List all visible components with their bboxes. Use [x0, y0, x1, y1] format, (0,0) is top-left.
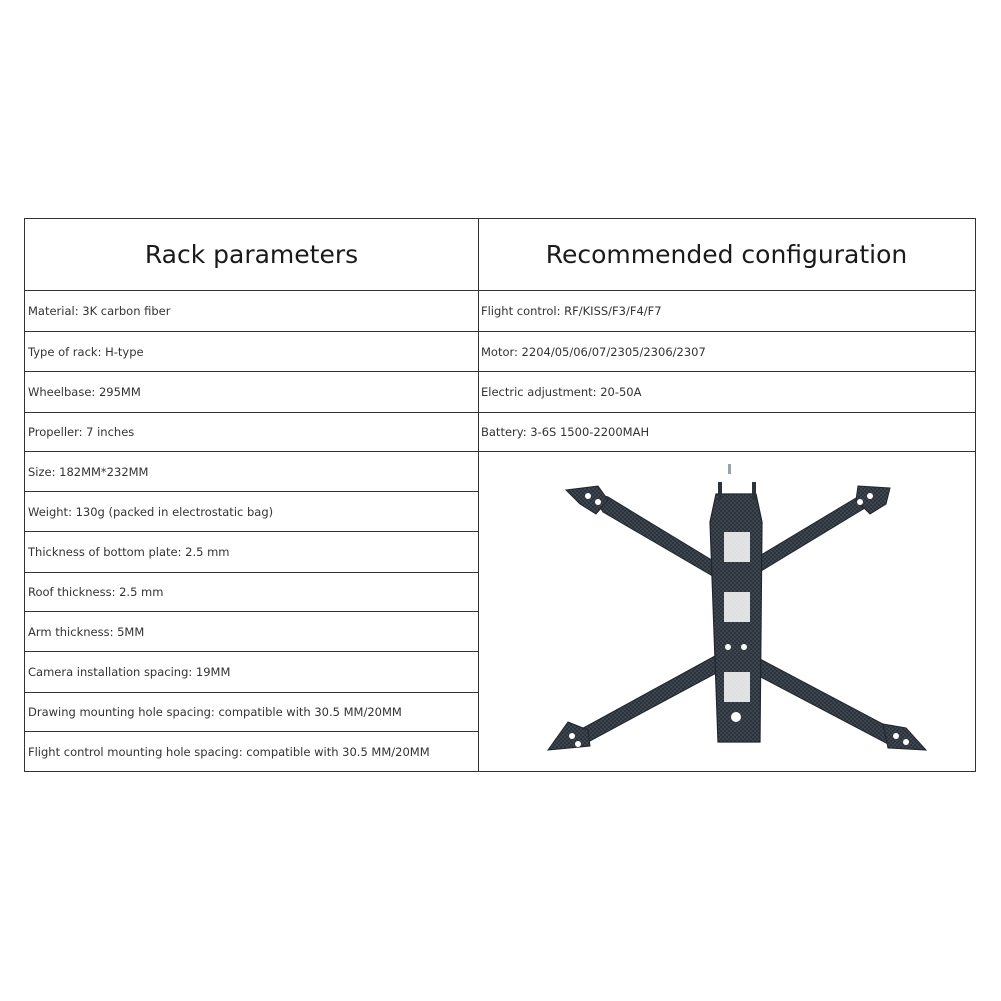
spec-row-wheelbase: Wheelbase: 295MM: [25, 372, 478, 413]
recommended-configuration-column: [478, 219, 975, 771]
spec-row-arm-thickness: Arm thickness: 5MM: [25, 612, 478, 652]
spec-row-material: Material: 3K carbon fiber: [25, 290, 478, 332]
config-row-battery: Battery: 3-6S 1500-2200MAH: [478, 413, 975, 452]
drone-frame-illustration: [478, 452, 975, 771]
rack-parameters-header: Rack parameters: [25, 219, 478, 291]
spec-row-size: Size: 182MM*232MM: [25, 452, 478, 492]
config-row-esc: Electric adjustment: 20-50A: [478, 372, 975, 413]
spec-row-weight: Weight: 130g (packed in electrostatic bag): [25, 492, 478, 532]
rack-parameters-column: [25, 219, 479, 771]
config-row-flight-control: Flight control: RF/KISS/F3/F4/F7: [478, 290, 975, 332]
spec-row-propeller: Propeller: 7 inches: [25, 413, 478, 452]
spec-row-drawing-hole-spacing: Drawing mounting hole spacing: compatible with 30.5 MM/20MM: [25, 693, 478, 732]
recommended-configuration-header: Recommended configuration: [478, 219, 975, 291]
spec-row-roof-thickness: Roof thickness: 2.5 mm: [25, 573, 478, 612]
config-row-motor: Motor: 2204/05/06/07/2305/2306/2307: [478, 332, 975, 372]
frame-body: [710, 464, 762, 742]
spec-table: [24, 218, 976, 772]
spec-row-rack-type: Type of rack: H-type: [25, 332, 478, 372]
frame-product-image: [478, 452, 975, 771]
spec-row-fc-hole-spacing: Flight control mounting hole spacing: compatible with 30.5 MM/20MM: [28, 744, 430, 759]
spec-row-camera-spacing: Camera installation spacing: 19MM: [25, 652, 478, 693]
spec-row-bottom-plate: Thickness of bottom plate: 2.5 mm: [25, 532, 478, 573]
